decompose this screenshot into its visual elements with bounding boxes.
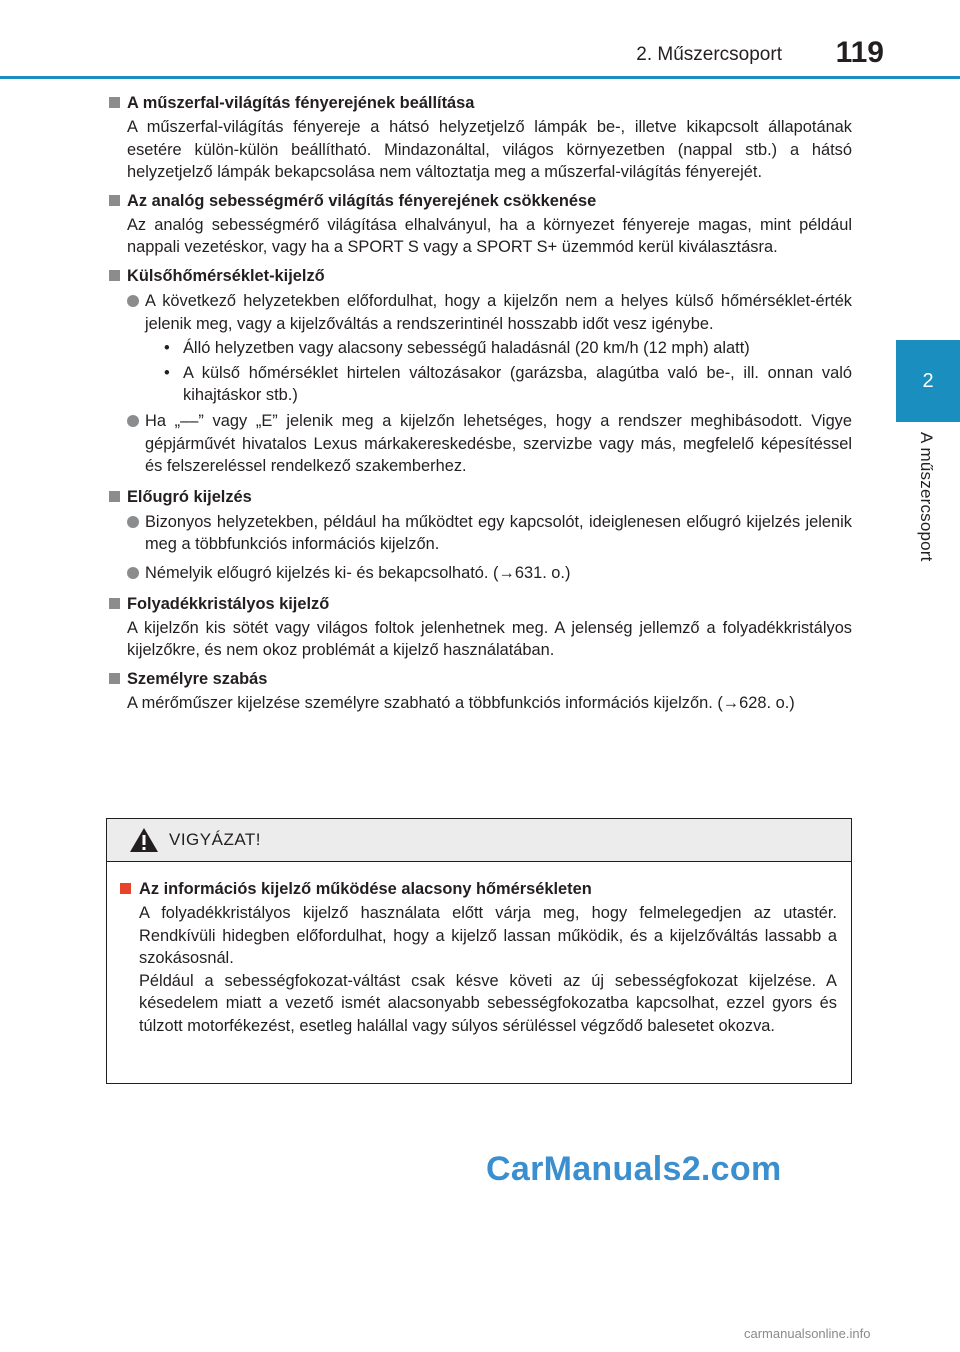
- section-text: A mérőműszer kijelzése személyre szabható a többfunkciós információs kijelzőn. (→628. o.): [127, 693, 795, 712]
- section-heading: Külsőhőmérséklet-kijelző: [108, 265, 852, 287]
- header-rule: [0, 76, 960, 79]
- section-heading: A műszerfal-világítás fényerejének beállítása: [108, 92, 852, 114]
- section-heading: Az analóg sebességmérő világítás fényerejének csökkenése: [108, 190, 852, 212]
- warning-header: [107, 819, 851, 862]
- chapter-side-label: [896, 432, 960, 632]
- square-bullet-icon: [120, 883, 131, 894]
- square-bullet-icon: [109, 270, 120, 281]
- circle-bullet-icon: [127, 516, 139, 528]
- square-bullet-icon: [109, 598, 120, 609]
- watermark-logo: CarManuals2.com: [486, 1150, 782, 1188]
- list-item: Némelyik előugró kijelzés ki- és bekapcsolható. (→631. o.): [127, 562, 852, 585]
- main-content: [108, 92, 852, 720]
- page-number: 119: [835, 36, 884, 69]
- footer-watermark: carmanualsonline.info: [744, 1326, 871, 1341]
- section-text: A kijelzőn kis sötét vagy világos foltok jelenhetnek meg. A jelenség jellemző a folyadékkristályos kijelzőkre, és nem okoz problémát a kijelző használatában.: [127, 618, 852, 660]
- section-heading: Folyadékkristályos kijelző: [108, 593, 852, 615]
- section-text: A műszerfal-világítás fényereje a hátsó helyzetjelző lámpák be-, illetve kikapcsolt állapotának esetére külön-külön beállítható. Mindazonáltal, világos környezetben (nappal stb.) a hátsó helyzetjelző lámpák bekapcsolása nem változtatja meg a műszerfal-világítás fényerejét.: [127, 118, 852, 182]
- square-bullet-icon: [109, 97, 120, 108]
- square-bullet-icon: [109, 195, 120, 206]
- page-header: [0, 0, 960, 82]
- list-item: Bizonyos helyzetekben, például ha működtet egy kapcsolót, ideiglenesen előugró kijelzés jelenik meg a többfunkciós információs kijelzőn.: [127, 511, 852, 556]
- warning-text: A folyadékkristályos kijelző használata előtt várja meg, hogy felmelegedjen az utastér. Rendkívüli hidegben előfordulhat, hogy a kijelző lassan működik, és a kijelzőváltás lassabb a szokásosnál.: [139, 904, 837, 968]
- sub-list-item: • A külső hőmérséklet hirtelen változásakor (garázsba, alagútba való be-, ill. onnan való kihajtáskor stb.): [164, 363, 852, 405]
- warning-text: Például a sebességfokozat-váltást csak késve követi az új sebességfokozat kijelzése. A késedelem miatt a vezető ismét alacsonyabb sebességfokozatba kapcsolhat, ezzel gyors és túlzott motorfékezést, esetleg halállal vagy súlyos sérüléssel végződő balesetet okozva.: [139, 971, 837, 1035]
- section-heading: Előugró kijelzés: [108, 486, 852, 508]
- list-item: Ha „––” vagy „E” jelenik meg a kijelzőn lehetséges, hogy a rendszer meghibásodott. Vigye gépjárművét hivatalos Lexus márkakereskedésbe, szervizbe vagy más, megfelelő képesítéssel és felszereléssel rendelkező szakemberhez.: [127, 410, 852, 478]
- square-bullet-icon: [109, 673, 120, 684]
- list-item: A következő helyzetekben előfordulhat, hogy a kijelzőn nem a helyes külső hőmérséklet-érték jelenik meg, vagy a kijelzőváltás a rendszerintinél hosszabb időt vesz igénybe.: [127, 290, 852, 335]
- section-text: Az analóg sebességmérő világítása elhalványul, ha a környezet fényereje magas, mint például nappali vezetéskor, vagy ha a SPORT S vagy a SPORT S+ üzemmód kerül kiválasztásra.: [127, 215, 852, 257]
- square-bullet-icon: [109, 491, 120, 502]
- warning-box: [106, 818, 852, 1084]
- circle-bullet-icon: [127, 295, 139, 307]
- sub-list-item: • Álló helyzetben vagy alacsony sebességű haladásnál (20 km/h (12 mph) alatt): [164, 339, 750, 358]
- chapter-tab[interactable]: [896, 340, 960, 422]
- chapter-title: 2. Műszercsoport: [636, 44, 782, 65]
- circle-bullet-icon: [127, 415, 139, 427]
- circle-bullet-icon: [127, 567, 139, 579]
- section-heading: Személyre szabás: [108, 668, 852, 690]
- warning-body: [107, 862, 851, 1038]
- chapter-tab-number: 2: [922, 369, 934, 392]
- warning-triangle-icon: [129, 827, 159, 853]
- warning-heading: Az információs kijelző működése alacsony hőmérsékleten: [119, 878, 839, 900]
- warning-label: VIGYÁZAT!: [169, 830, 262, 849]
- chapter-side-label-text: A műszercsoport: [917, 432, 936, 562]
